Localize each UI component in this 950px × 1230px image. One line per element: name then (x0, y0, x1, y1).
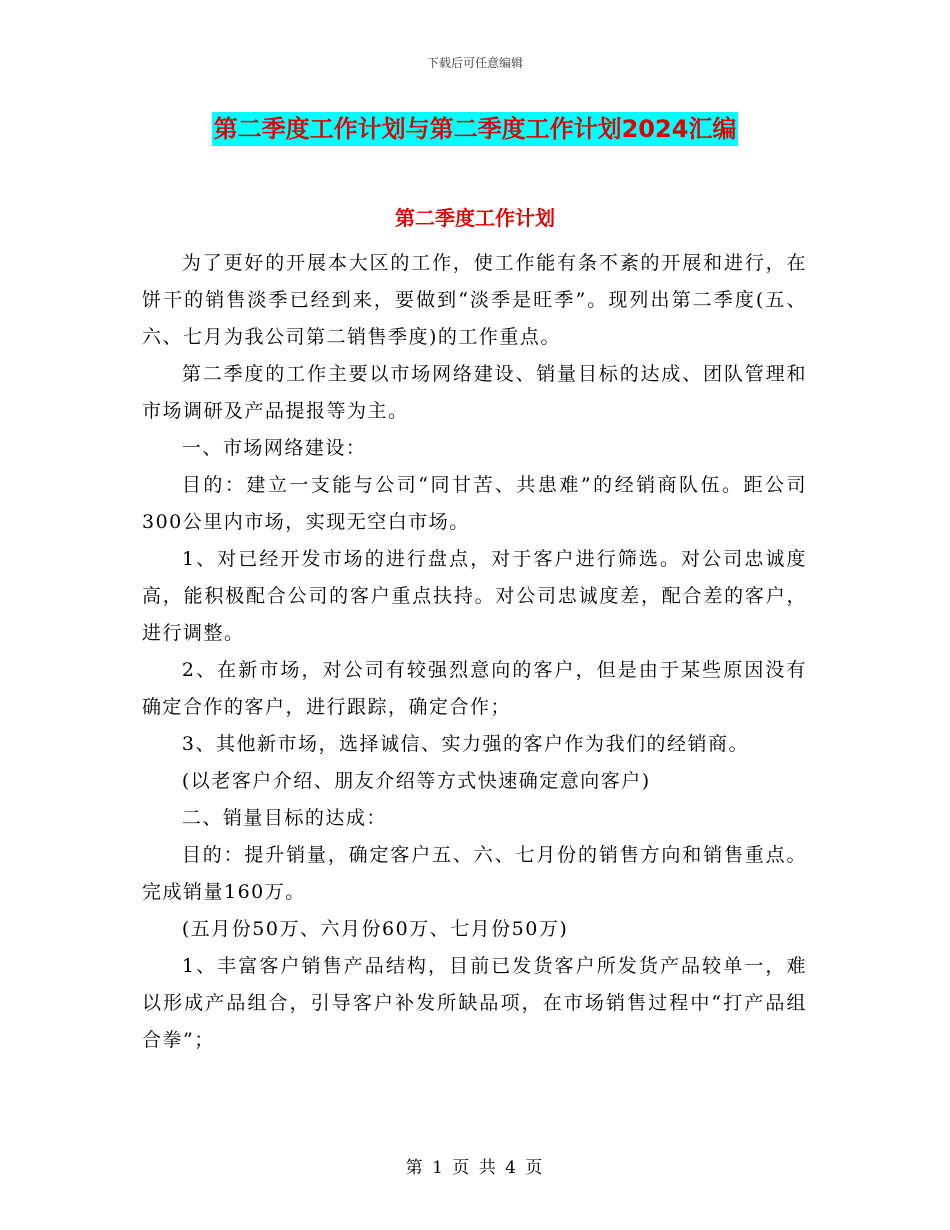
paragraph: 目的：提升销量，确定客户五、六、七月份的销售方向和销售重点。完成销量160万。 (142, 844, 807, 903)
paragraph-heading: 二、销量目标的达成： (181, 807, 387, 829)
paragraph-heading: 一、市场网络建设： (181, 437, 367, 459)
paragraph: 1、对已经开发市场的进行盘点，对于客户进行筛选。对公司忠诚度高，能积极配合公司的客户重点扶持。对公司忠诚度差，配合差的客户，进行调整。 (142, 548, 807, 644)
page-number: 第 1 页 共 4 页 (405, 1158, 545, 1178)
main-title: 第二季度工作计划与第二季度工作计划2024汇编 (212, 112, 739, 146)
paragraph: 1、丰富客户销售产品结构，目前已发货客户所发货产品较单一，难以形成产品组合，引导客户补发所缺品项，在市场销售过程中“打产品组合拳”； (142, 955, 807, 1051)
paragraph: 目的：建立一支能与公司“同甘苦、共患难”的经销商队伍。距公司300公里内市场，实现无空白市场。 (142, 474, 807, 533)
paragraph: (五月份50万、六月份60万、七月份50万) (181, 918, 569, 940)
paragraph: 2、在新市场，对公司有较强烈意向的客户，但是由于某些原因没有确定合作的客户，进行跟踪，确定合作； (142, 659, 807, 718)
header-note: 下载后可任意编辑 (426, 56, 523, 70)
main-title-container (0, 112, 950, 146)
paragraph: (以老客户介绍、朋友介绍等方式快速确定意向客户) (181, 770, 651, 792)
paragraph: 第二季度的工作主要以市场网络建设、销量目标的达成、团队管理和市场调研及产品提报等为主。 (142, 363, 807, 422)
paragraph: 3、其他新市场，选择诚信、实力强的客户作为我们的经销商。 (181, 733, 749, 755)
section-title: 第二季度工作计划 (395, 206, 555, 230)
paragraph: 为了更好的开展本大区的工作，使工作能有条不紊的开展和进行，在饼干的销售淡季已经到来，要做到“淡季是旺季”。现列出第二季度(五、六、七月为我公司第二销售季度)的工作重点。 (142, 252, 807, 348)
document-body (142, 245, 807, 1059)
